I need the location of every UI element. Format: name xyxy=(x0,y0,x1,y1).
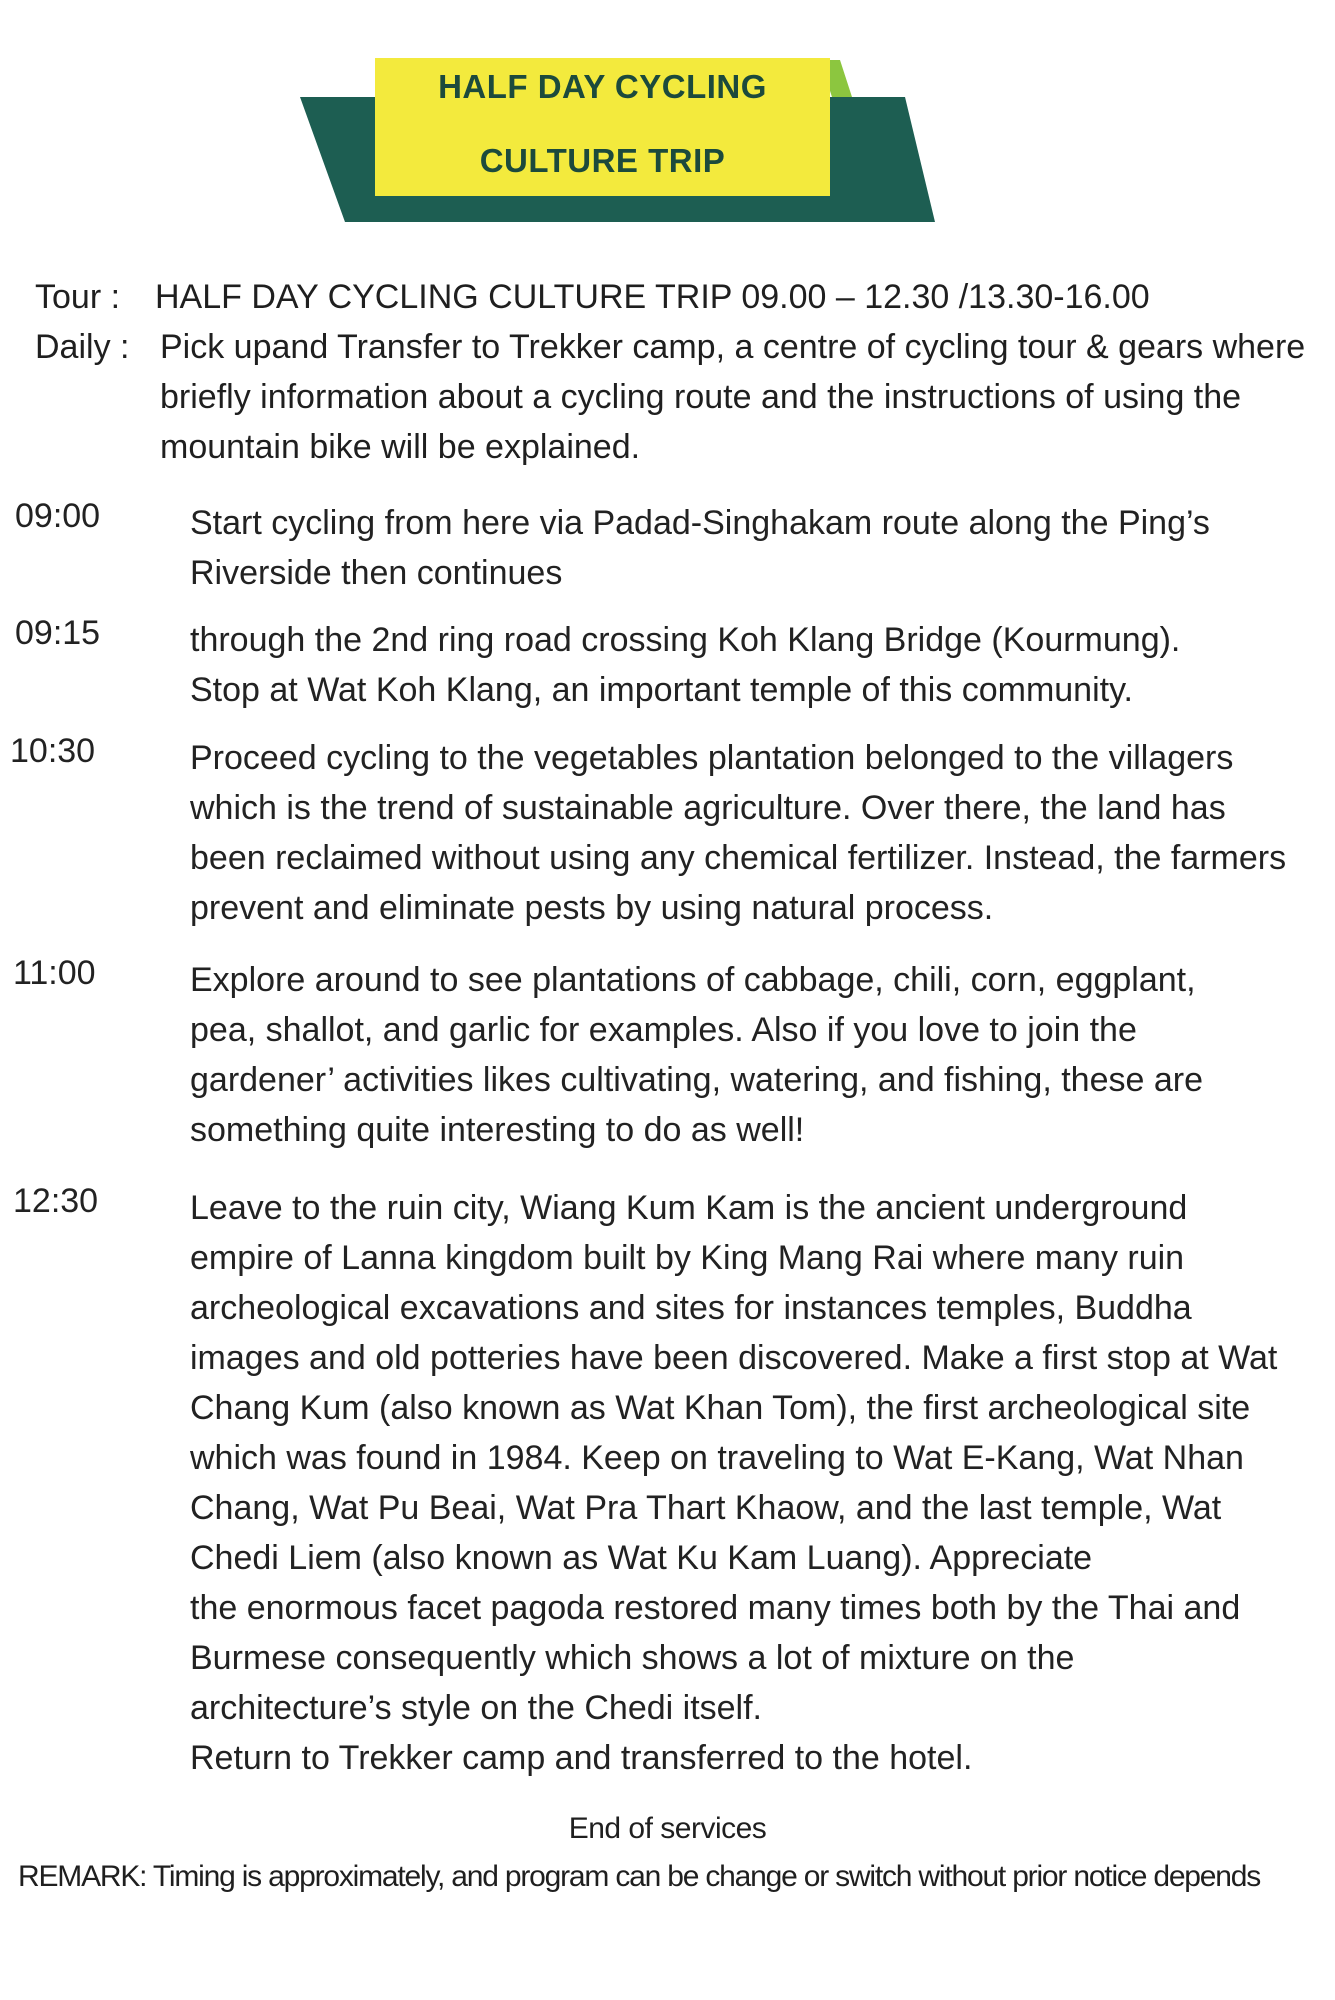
schedule-line: which is the trend of sustainable agriculture. Over there, the land has xyxy=(190,789,1226,827)
schedule-line: Burmese consequently which shows a lot of mixture on the xyxy=(190,1639,1075,1677)
schedule-line: Proceed cycling to the vegetables plantation belonged to the villagers xyxy=(190,739,1234,777)
daily-line: briefly information about a cycling route and the instructions of using the xyxy=(160,378,1242,416)
schedule-line: the enormous facet pagoda restored many times both by the Thai and xyxy=(190,1589,1241,1627)
title-banner xyxy=(0,0,1335,240)
schedule-line: prevent and eliminate pests by using natural process. xyxy=(190,889,994,927)
tour-text: HALF DAY CYCLING CULTURE TRIP 09.00 – 12.30 /13.30-16.00 xyxy=(155,278,1150,316)
schedule-line: Start cycling from here via Padad-Singhakam route along the Ping’s xyxy=(190,504,1210,542)
schedule-text xyxy=(190,955,1330,1155)
schedule-line: Explore around to see plantations of cabbage, chili, corn, eggplant, xyxy=(190,961,1196,999)
schedule-line: Chang, Wat Pu Beai, Wat Pra Thart Khaow, and the last temple, Wat xyxy=(190,1489,1222,1527)
schedule-text xyxy=(190,498,1330,598)
schedule-text xyxy=(190,1183,1330,1783)
schedule-text xyxy=(190,615,1330,715)
daily-line: mountain bike will be explained. xyxy=(160,428,641,466)
schedule-line: Leave to the ruin city, Wiang Kum Kam is the ancient underground xyxy=(190,1189,1188,1227)
schedule-line: Chedi Liem (also known as Wat Ku Kam Luang). Appreciate xyxy=(190,1539,1093,1577)
schedule-line: been reclaimed without using any chemical fertilizer. Instead, the farmers xyxy=(190,839,1287,877)
tour-label: Tour : xyxy=(35,278,121,316)
schedule-time: 12:30 xyxy=(13,1182,99,1220)
schedule-time: 10:30 xyxy=(10,732,96,770)
schedule-line: through the 2nd ring road crossing Koh Klang Bridge (Kourmung). xyxy=(190,621,1181,659)
schedule-line: Chang Kum (also known as Wat Khan Tom), the first archeological site xyxy=(190,1389,1251,1427)
schedule-line: archeological excavations and sites for instances temples, Buddha xyxy=(190,1289,1192,1327)
daily-line: Pick upand Transfer to Trekker camp, a centre of cycling tour & gears where xyxy=(160,328,1306,366)
schedule-time: 11:00 xyxy=(13,954,96,992)
schedule-line: Return to Trekker camp and transferred to the hotel. xyxy=(190,1739,973,1777)
schedule-line: pea, shallot, and garlic for examples. Also if you love to join the xyxy=(190,1011,1137,1049)
schedule-line: architecture’s style on the Chedi itself. xyxy=(190,1689,762,1727)
end-of-services: End of services xyxy=(568,1812,767,1845)
schedule-line: empire of Lanna kingdom built by King Mang Rai where many ruin xyxy=(190,1239,1185,1277)
schedule-time: 09:15 xyxy=(15,614,101,652)
banner-title-line-1: HALF DAY CYCLING xyxy=(438,68,767,105)
schedule-time: 09:00 xyxy=(15,497,101,535)
schedule-line: Riverside then continues xyxy=(190,554,563,592)
remark-text: REMARK: Timing is approximately, and program can be change or switch without prior notice depends xyxy=(18,1860,1261,1893)
daily-text xyxy=(160,322,1305,472)
banner-title-line-2: CULTURE TRIP xyxy=(479,142,726,179)
schedule-line: something quite interesting to do as well! xyxy=(190,1111,805,1149)
schedule-text xyxy=(190,733,1330,933)
schedule-line: Stop at Wat Koh Klang, an important temple of this community. xyxy=(190,671,1134,709)
schedule-line: which was found in 1984. Keep on traveling to Wat E-Kang, Wat Nhan xyxy=(190,1439,1244,1477)
banner-shape xyxy=(0,0,1335,240)
schedule-line: gardener’ activities likes cultivating, watering, and fishing, these are xyxy=(190,1061,1203,1099)
daily-label: Daily : xyxy=(35,328,130,366)
schedule-line: images and old potteries have been discovered. Make a first stop at Wat xyxy=(190,1339,1278,1377)
